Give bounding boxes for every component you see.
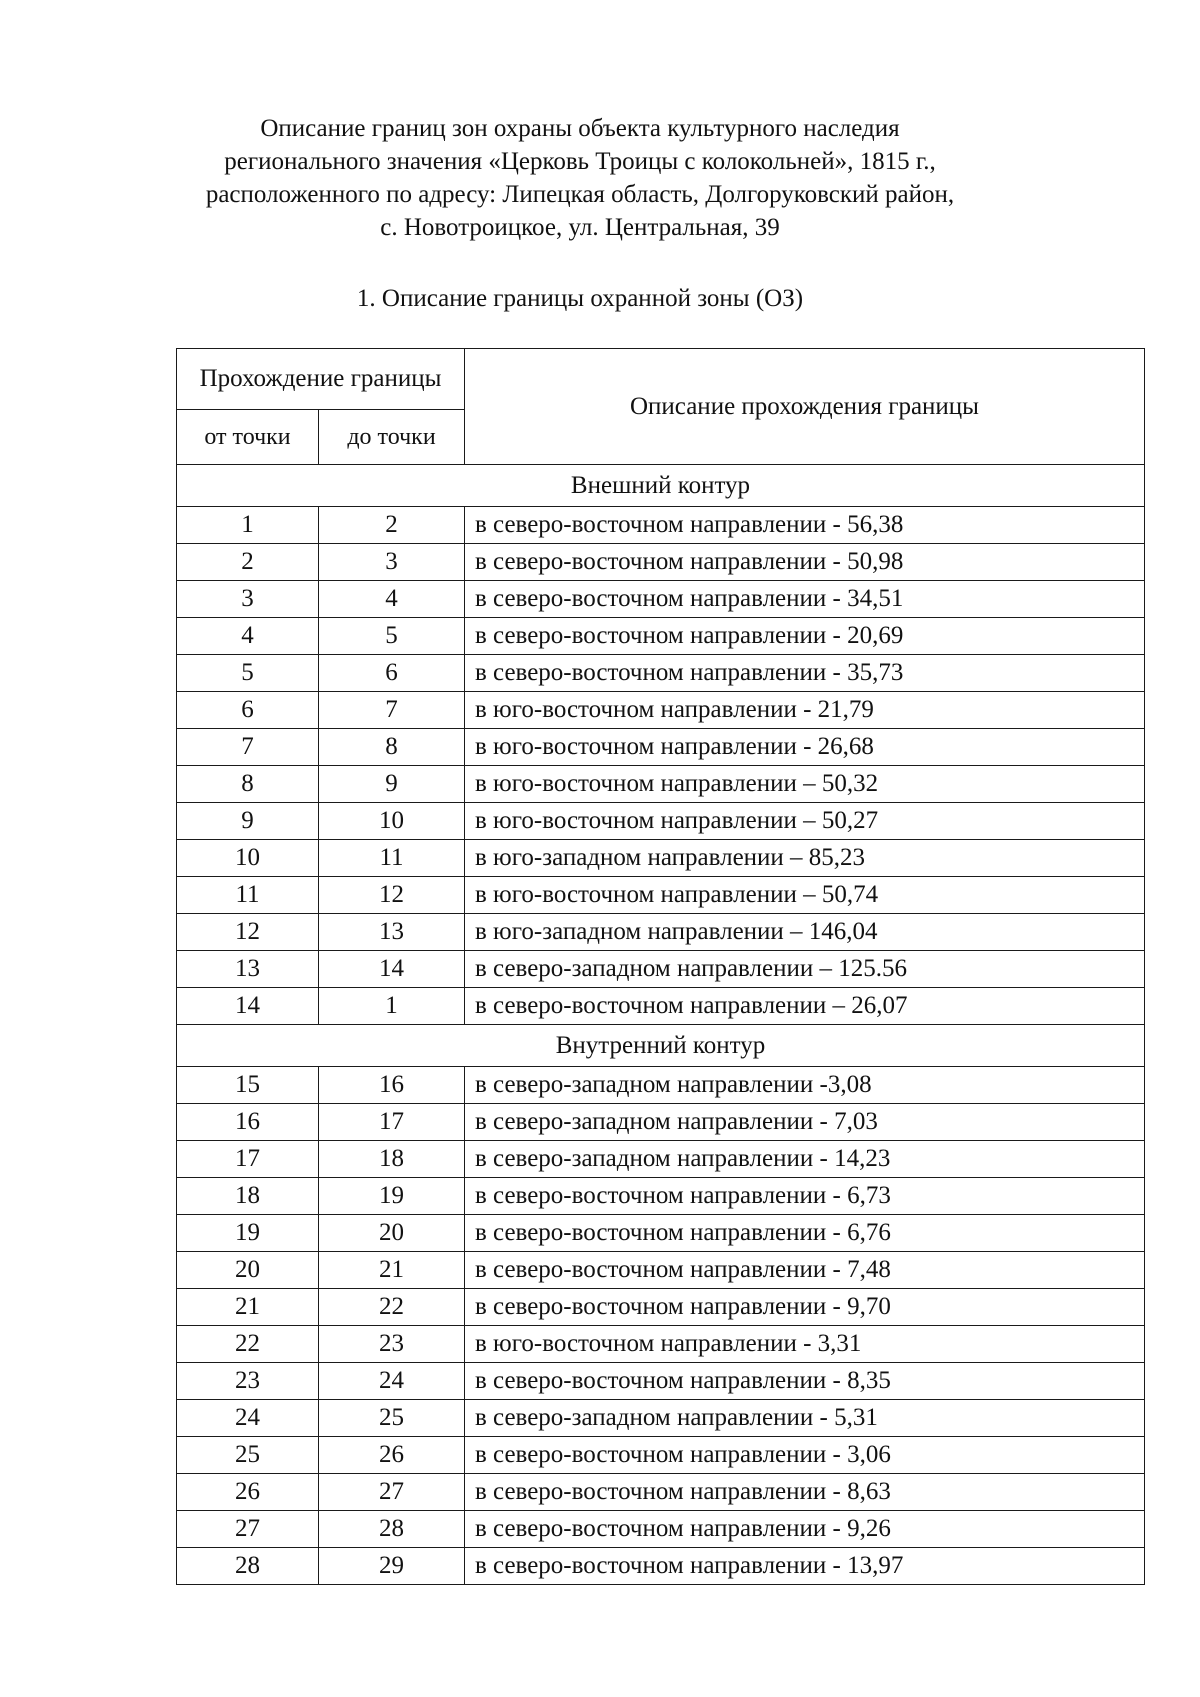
table-row	[177, 1511, 1145, 1548]
document-title	[150, 112, 1010, 244]
from-point-cell: 21	[177, 1289, 319, 1326]
to-point-cell: 28	[319, 1511, 465, 1548]
table-row	[177, 1548, 1145, 1585]
to-point-cell: 22	[319, 1289, 465, 1326]
to-point-cell: 4	[319, 581, 465, 618]
description-cell: в северо-восточном направлении - 34,51	[465, 581, 1145, 618]
section-name: Внутренний контур	[177, 1025, 1145, 1067]
to-point-cell: 24	[319, 1363, 465, 1400]
table-row	[177, 1067, 1145, 1104]
from-point-cell: 14	[177, 988, 319, 1025]
description-cell: в северо-восточном направлении - 9,26	[465, 1511, 1145, 1548]
to-point-cell: 20	[319, 1215, 465, 1252]
title-line-1: Описание границ зон охраны объекта культурного наследия	[260, 115, 900, 142]
description-cell: в северо-восточном направлении - 13,97	[465, 1548, 1145, 1585]
table-row	[177, 1437, 1145, 1474]
title-line-4: с. Новотроицкое, ул. Центральная, 39	[380, 214, 780, 241]
description-cell: в северо-восточном направлении - 35,73	[465, 655, 1145, 692]
from-point-cell: 3	[177, 581, 319, 618]
table-row	[177, 951, 1145, 988]
to-point-cell: 1	[319, 988, 465, 1025]
section-row	[177, 465, 1145, 507]
to-point-cell: 8	[319, 729, 465, 766]
table-row	[177, 1252, 1145, 1289]
description-cell: в северо-восточном направлении - 6,76	[465, 1215, 1145, 1252]
table-row	[177, 1400, 1145, 1437]
description-cell: в юго-восточном направлении – 50,27	[465, 803, 1145, 840]
header-from-point: от точки	[177, 410, 319, 465]
to-point-cell: 6	[319, 655, 465, 692]
from-point-cell: 26	[177, 1474, 319, 1511]
description-cell: в северо-западном направлении - 7,03	[465, 1104, 1145, 1141]
section-name: Внешний контур	[177, 465, 1145, 507]
from-point-cell: 2	[177, 544, 319, 581]
from-point-cell: 8	[177, 766, 319, 803]
table-row	[177, 581, 1145, 618]
table-row	[177, 618, 1145, 655]
table-row	[177, 1215, 1145, 1252]
description-cell: в юго-восточном направлении - 21,79	[465, 692, 1145, 729]
header-boundary-passage: Прохождение границы	[177, 349, 465, 410]
table-row	[177, 1363, 1145, 1400]
table-row	[177, 766, 1145, 803]
description-cell: в юго-западном направлении – 146,04	[465, 914, 1145, 951]
from-point-cell: 23	[177, 1363, 319, 1400]
description-cell: в северо-восточном направлении - 56,38	[465, 507, 1145, 544]
table-row	[177, 507, 1145, 544]
to-point-cell: 21	[319, 1252, 465, 1289]
from-point-cell: 16	[177, 1104, 319, 1141]
table-row	[177, 1104, 1145, 1141]
table-row	[177, 1474, 1145, 1511]
to-point-cell: 3	[319, 544, 465, 581]
table-row	[177, 692, 1145, 729]
table-row	[177, 988, 1145, 1025]
from-point-cell: 7	[177, 729, 319, 766]
to-point-cell: 27	[319, 1474, 465, 1511]
from-point-cell: 27	[177, 1511, 319, 1548]
description-cell: в северо-западном направлении – 125.56	[465, 951, 1145, 988]
from-point-cell: 9	[177, 803, 319, 840]
from-point-cell: 22	[177, 1326, 319, 1363]
to-point-cell: 7	[319, 692, 465, 729]
description-cell: в юго-восточном направлении – 50,32	[465, 766, 1145, 803]
description-cell: в северо-западном направлении - 5,31	[465, 1400, 1145, 1437]
table-row	[177, 840, 1145, 877]
title-line-3: расположенного по адресу: Липецкая область, Долгоруковский район,	[205, 181, 955, 208]
table-row	[177, 1178, 1145, 1215]
boundary-table	[176, 348, 1145, 1585]
description-cell: в северо-восточном направлении - 9,70	[465, 1289, 1145, 1326]
header-row-group	[177, 349, 1145, 410]
description-cell: в северо-западном направлении -3,08	[465, 1067, 1145, 1104]
description-cell: в северо-восточном направлении - 8,63	[465, 1474, 1145, 1511]
to-point-cell: 19	[319, 1178, 465, 1215]
from-point-cell: 25	[177, 1437, 319, 1474]
table-row	[177, 1289, 1145, 1326]
to-point-cell: 26	[319, 1437, 465, 1474]
to-point-cell: 13	[319, 914, 465, 951]
from-point-cell: 28	[177, 1548, 319, 1585]
from-point-cell: 12	[177, 914, 319, 951]
section-row	[177, 1025, 1145, 1067]
header-description: Описание прохождения границы	[465, 349, 1145, 465]
title-line-2: регионального значения «Церковь Троицы с колокольней», 1815 г.,	[224, 148, 936, 175]
from-point-cell: 6	[177, 692, 319, 729]
from-point-cell: 20	[177, 1252, 319, 1289]
description-cell: в северо-западном направлении - 14,23	[465, 1141, 1145, 1178]
description-cell: в юго-восточном направлении - 3,31	[465, 1326, 1145, 1363]
description-cell: в северо-восточном направлении - 50,98	[465, 544, 1145, 581]
description-cell: в юго-восточном направлении - 26,68	[465, 729, 1145, 766]
from-point-cell: 19	[177, 1215, 319, 1252]
to-point-cell: 10	[319, 803, 465, 840]
to-point-cell: 5	[319, 618, 465, 655]
table-row	[177, 729, 1145, 766]
description-cell: в юго-западном направлении – 85,23	[465, 840, 1145, 877]
description-cell: в северо-восточном направлении - 20,69	[465, 618, 1145, 655]
to-point-cell: 17	[319, 1104, 465, 1141]
table-row	[177, 655, 1145, 692]
description-cell: в северо-восточном направлении - 6,73	[465, 1178, 1145, 1215]
description-cell: в северо-восточном направлении - 8,35	[465, 1363, 1145, 1400]
to-point-cell: 18	[319, 1141, 465, 1178]
from-point-cell: 18	[177, 1178, 319, 1215]
to-point-cell: 29	[319, 1548, 465, 1585]
table-row	[177, 1326, 1145, 1363]
from-point-cell: 15	[177, 1067, 319, 1104]
from-point-cell: 10	[177, 840, 319, 877]
from-point-cell: 11	[177, 877, 319, 914]
section-title: 1. Описание границы охранной зоны (ОЗ)	[356, 285, 804, 312]
to-point-cell: 9	[319, 766, 465, 803]
header-to-point: до точки	[319, 410, 465, 465]
table-row	[177, 914, 1145, 951]
to-point-cell: 23	[319, 1326, 465, 1363]
description-cell: в северо-восточном направлении - 3,06	[465, 1437, 1145, 1474]
to-point-cell: 16	[319, 1067, 465, 1104]
to-point-cell: 14	[319, 951, 465, 988]
to-point-cell: 11	[319, 840, 465, 877]
from-point-cell: 4	[177, 618, 319, 655]
description-cell: в юго-восточном направлении – 50,74	[465, 877, 1145, 914]
from-point-cell: 5	[177, 655, 319, 692]
from-point-cell: 24	[177, 1400, 319, 1437]
to-point-cell: 25	[319, 1400, 465, 1437]
to-point-cell: 12	[319, 877, 465, 914]
table-row	[177, 544, 1145, 581]
description-cell: в северо-восточном направлении – 26,07	[465, 988, 1145, 1025]
to-point-cell: 2	[319, 507, 465, 544]
table-row	[177, 1141, 1145, 1178]
table-row	[177, 803, 1145, 840]
table-row	[177, 877, 1145, 914]
from-point-cell: 1	[177, 507, 319, 544]
from-point-cell: 13	[177, 951, 319, 988]
from-point-cell: 17	[177, 1141, 319, 1178]
description-cell: в северо-восточном направлении - 7,48	[465, 1252, 1145, 1289]
